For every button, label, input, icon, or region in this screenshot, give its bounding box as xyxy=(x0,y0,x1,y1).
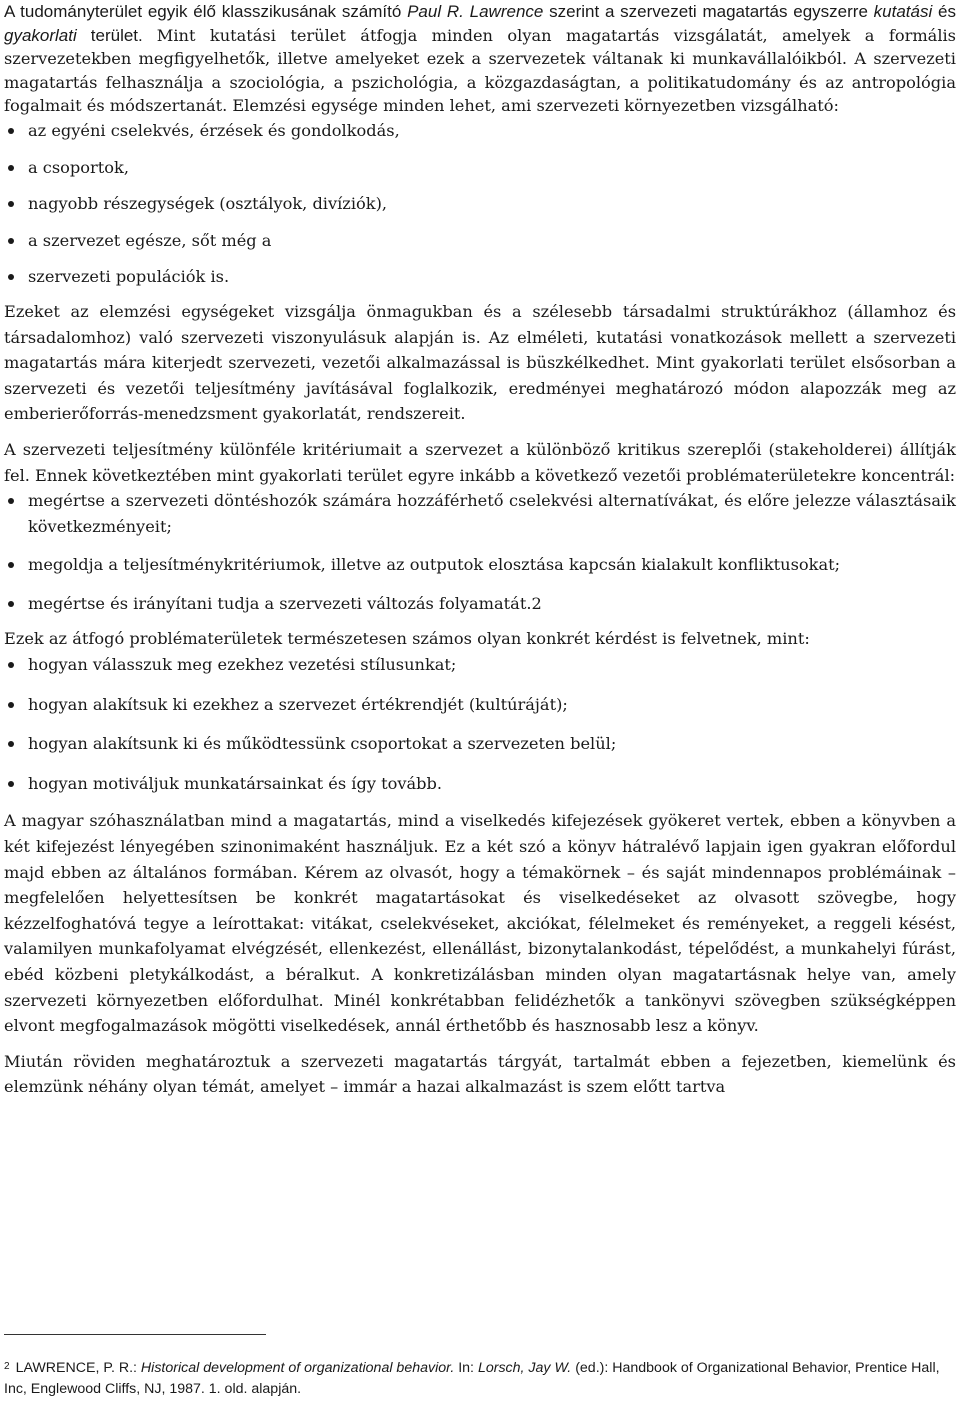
list-item: szervezeti populációk is. xyxy=(4,264,956,290)
questions-list xyxy=(4,652,956,796)
body-paragraph: A magyar szóhasználatban mind a magatartás, mind a viselkedés kifejezések gyökeret vertek, ebben a könyvben a két kifejezést lényegében szinonimaként használjuk. Ez a két szó a könyv hátralévő lapjain igen gyakran előfordul majd ebben az általános formában. Kérem az olvasót, hogy a témakörnek – és saját mindennapos problémáinak – megfelelően helyettesítsen be konkrét magatartásokat és viselkedéseket az olvasott szövegbe, hogy kézzelfoghatóvá tegye a leírottakat: vitákat, cselekvéseket, akciókat, félelmeket és reményeket, a reggeli késést, valamilyen munkafolyamat elvégzését, ellenkezést, ellenállást, bizonytalankodást, tépelődést, a munkahelyi fúrást, ebéd közbeni pletykálkodást, a béralkut. A konkretizálásban minden olyan magatartásnak helye van, amely szervezeti környezetben előfordulhat. Minél konkrétabban felidézhetők a tankönyvi szövegben szükségképpen elvont megfogalmazások mögötti viselkedések, annál érthetőbb és hasznosabb lesz a könyv. xyxy=(4,811,956,1036)
footnote-text: LAWRENCE, P. R.: xyxy=(15,1360,141,1376)
list-item: megértse és irányítani tudja a szervezeti változás folyamatát.2 xyxy=(4,591,956,617)
list-item: hogyan alakítsuk ki ezekhez a szervezet értékrendjét (kultúráját); xyxy=(4,692,956,718)
intro-text: és xyxy=(932,2,956,21)
footnote-editor: Lorsch, Jay W. xyxy=(477,1360,572,1376)
footnote xyxy=(4,1356,956,1400)
term-practical: gyakorlati xyxy=(4,25,77,45)
problem-areas-list xyxy=(4,488,956,616)
list-item: hogyan motiváljuk munkatársainkat és így tovább. xyxy=(4,771,956,797)
list-item: megértse a szervezeti döntéshozók számára hozzáférhető cselekvési alternatívákat, és előre jelezze választásaik következményeit; xyxy=(4,488,956,539)
author-name: Paul R. Lawrence xyxy=(407,2,544,21)
body-paragraph: Miután röviden meghatároztuk a szervezeti magatartás tárgyát, tartalmát ebben a fejezetben, kiemelünk és elemzünk néhány olyan témát, amelyet – immár a hazai alkalmazást is szem előtt tartva xyxy=(4,1051,956,1097)
analysis-units-list xyxy=(4,118,956,290)
term-research: kutatási xyxy=(873,2,933,21)
list-item: hogyan alakítsunk ki és működtessünk csoportokat a szervezeten belül; xyxy=(4,731,956,757)
intro-text: Mint kutatási terület átfogja minden olyan magatartás vizsgálatát, amelyek a formális szervezetekben megfigyelhetők, illetve amelyeket ezek a szervezetek váltanak ki munkavállalóikból. A szervezeti magatartás felhasználja a szociológia, a pszichológia, a közgazdaságtan, a politikatudomány és az antropológia fogalmait és módszertanát. Elemzési egysége minden lehet, ami szervezeti környezetben vizsgálható: xyxy=(4,25,956,116)
footnote-divider xyxy=(4,1334,266,1335)
list-item: hogyan válasszuk meg ezekhez vezetési stílusunkat; xyxy=(4,652,956,678)
footnote-number: 2 xyxy=(4,1361,10,1372)
footnote-text: (ed.): Handbook of Organizational Behavior, Prentice Hall, Inc, Englewood Cliffs, NJ, 1987. 1. old. alapján. xyxy=(4,1360,940,1397)
intro-text: terület. xyxy=(76,25,157,45)
body-paragraph: Ezeket az elemzési egységeket vizsgálja önmagukban és a szélesebb társadalmi struktúrákhoz (államhoz és társadalomhoz) való szervezeti viszonyulásuk alapján is. Az elméleti, kutatási vonatkozások mellett a szervezeti magatartás mára kiterjedt szervezeti, vezetői alkalmazással is büszkélkedhet. Mint gyakorlati terület elsősorban a szervezeti és vezetői teljesítmény javításával foglalkozik, eredményei meghatározó módon alapozzák meg az emberierőforrás-menedzsment gyakorlatát, rendszereit. xyxy=(4,301,956,424)
footnote-title: Historical development of organizational behavior. xyxy=(140,1360,455,1376)
list-item: a csoportok, xyxy=(4,155,956,181)
intro-paragraph xyxy=(4,0,956,118)
list-item: nagyobb részegységek (osztályok, divíziók), xyxy=(4,191,956,217)
body-paragraph: Ezek az átfogó problématerületek természetesen számos olyan konkrét kérdést is felvetnek, mint: xyxy=(4,629,810,649)
intro-text: A tudományterület egyik élő klasszikusának számító xyxy=(4,2,408,21)
list-item: megoldja a teljesítménykritériumok, illetve az outputok elosztása kapcsán kialakult konfliktusokat; xyxy=(4,552,956,578)
list-item: a szervezet egésze, sőt még a xyxy=(4,228,956,254)
intro-text: szerint a szervezeti magatartás egyszerre xyxy=(543,2,874,21)
body-paragraph: A szervezeti teljesítmény különféle kritériumait a szervezet a különböző kritikus szereplői (stakeholderei) állítják fel. Ennek következtében mint gyakorlati terület egyre inkább a következő vezetői problématerületekre koncentrál: xyxy=(4,439,956,485)
footnote-text: In: xyxy=(454,1360,478,1376)
list-item: az egyéni cselekvés, érzések és gondolkodás, xyxy=(4,118,956,144)
